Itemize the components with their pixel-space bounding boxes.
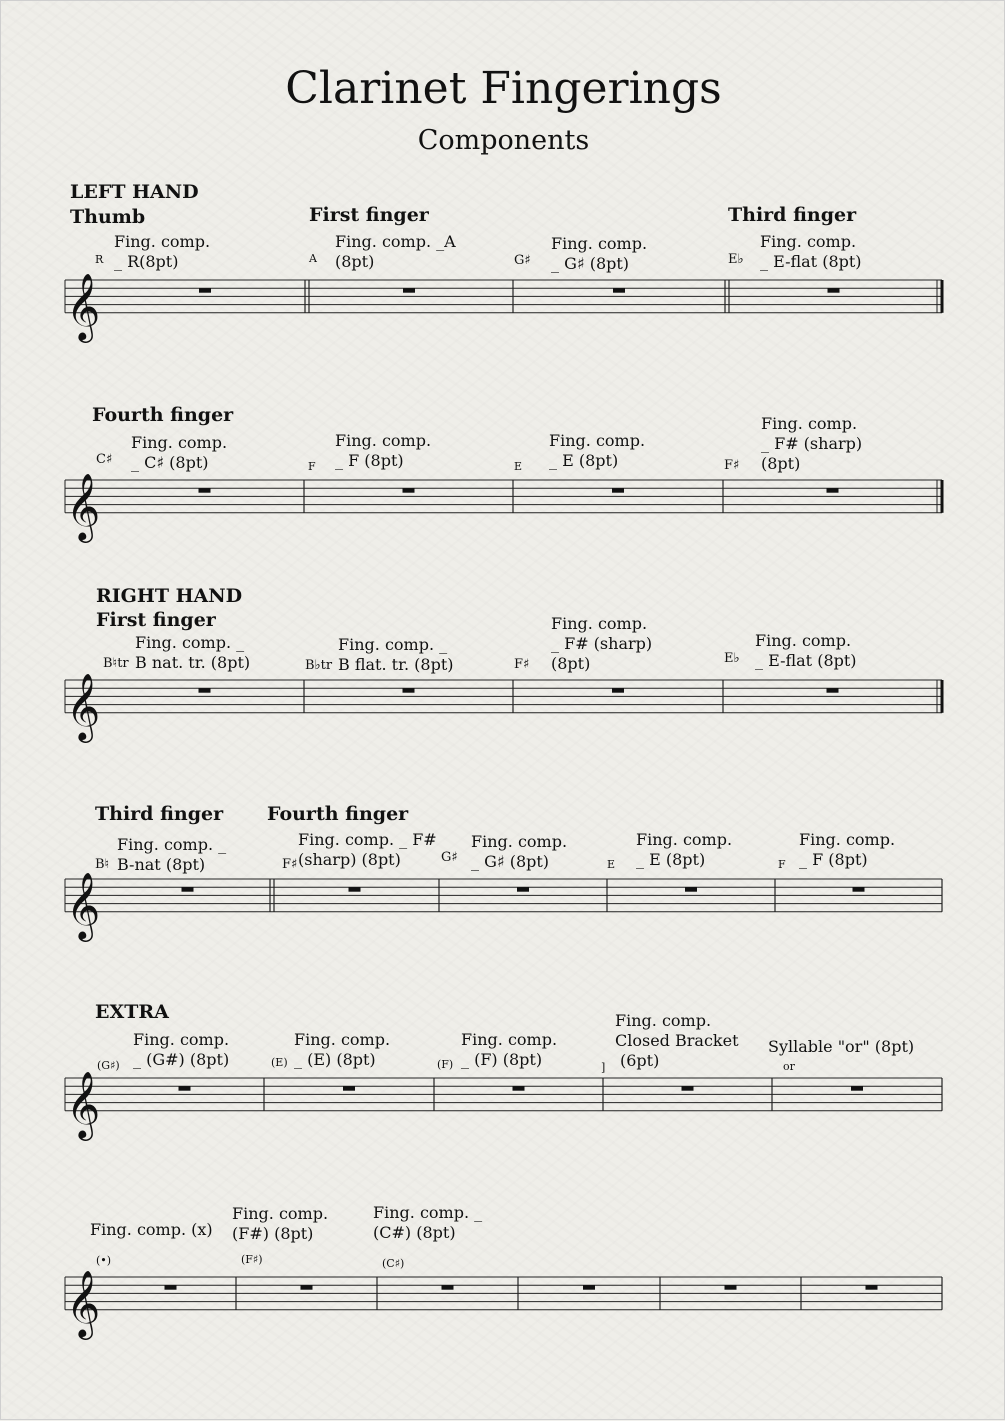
- whole-rest: [403, 288, 415, 293]
- finger-heading: Third finger: [95, 803, 224, 825]
- section-heading: EXTRA: [95, 1001, 169, 1023]
- fingering-mark: E♭: [728, 252, 744, 267]
- whole-rest: [613, 288, 625, 293]
- treble-clef: 𝄞: [66, 1069, 101, 1138]
- fingering-mark: (F♯): [241, 1253, 263, 1266]
- whole-rest: [853, 887, 865, 892]
- fingering-mark: F♯: [724, 458, 740, 473]
- whole-rest: [517, 887, 529, 892]
- measure-label: Fing. comp. _ F# (sharp) (8pt): [761, 414, 863, 473]
- measure-label: Fing. comp. _ G♯ (8pt): [471, 832, 568, 871]
- measure-label: Fing. comp. (F#) (8pt): [232, 1204, 329, 1243]
- whole-rest: [685, 887, 697, 892]
- whole-rest: [442, 1285, 454, 1290]
- fingering-mark: C♯: [96, 452, 113, 467]
- fingering-mark: F: [308, 460, 316, 473]
- fingering-mark: B♭tr: [305, 658, 333, 673]
- whole-rest: [851, 1086, 863, 1091]
- fingering-mark: (F): [437, 1058, 454, 1071]
- fingering-mark: (C♯): [382, 1257, 405, 1270]
- whole-rest: [725, 1285, 737, 1290]
- measure-label: Fing. comp. (x): [90, 1220, 213, 1239]
- fingering-mark: (G♯): [97, 1059, 120, 1072]
- section-heading: RIGHT HAND: [96, 585, 243, 607]
- whole-rest: [827, 688, 839, 693]
- treble-clef: 𝄞: [66, 1268, 101, 1337]
- finger-heading: Third finger: [728, 204, 857, 226]
- whole-rest: [403, 688, 415, 693]
- fingering-mark: or: [783, 1060, 795, 1073]
- whole-rest: [179, 1086, 191, 1091]
- finger-heading: First finger: [309, 204, 429, 226]
- measure-label: Fing. comp. _ C♯ (8pt): [131, 433, 228, 472]
- finger-heading: Thumb: [70, 206, 146, 228]
- measure-label: Fing. comp. _ F (8pt): [335, 431, 432, 470]
- whole-rest: [513, 1086, 525, 1091]
- measure-label: Fing. comp. Closed Bracket (6pt): [615, 1011, 739, 1070]
- fingering-mark: (•): [96, 1254, 112, 1267]
- whole-rest: [165, 1285, 177, 1290]
- fingering-mark: E♭: [724, 651, 740, 666]
- whole-rest: [301, 1285, 313, 1290]
- measure-label: Fing. comp. _ F# (sharp) (8pt): [551, 614, 653, 673]
- fingering-mark: G♯: [514, 253, 531, 268]
- whole-rest: [349, 887, 361, 892]
- fingering-mark: ]: [601, 1061, 606, 1074]
- measure-label: Fing. comp. _ B-nat (8pt): [117, 835, 227, 874]
- fingering-mark: G♯: [441, 850, 458, 865]
- measure-label: Fing. comp. _ B nat. tr. (8pt): [135, 633, 251, 672]
- whole-rest: [199, 288, 211, 293]
- whole-rest: [612, 688, 624, 693]
- whole-rest: [682, 1086, 694, 1091]
- whole-rest: [182, 887, 194, 892]
- fingering-mark: (E): [271, 1056, 288, 1069]
- whole-rest: [828, 288, 840, 293]
- whole-rest: [199, 488, 211, 493]
- measure-label: Fing. comp. _ E-flat (8pt): [760, 232, 862, 271]
- fingering-mark: F: [778, 858, 786, 871]
- measure-label: Fing. comp. _A (8pt): [335, 232, 456, 271]
- score-title: Clarinet Fingerings: [285, 63, 722, 114]
- finger-heading: Fourth finger: [92, 404, 234, 426]
- finger-heading: Fourth finger: [267, 803, 409, 825]
- treble-clef: 𝄞: [66, 271, 101, 340]
- treble-clef: 𝄞: [66, 471, 101, 540]
- fingering-mark: F♯: [514, 657, 530, 672]
- measure-label: Fing. comp. _ E (8pt): [636, 830, 733, 869]
- section-heading: LEFT HAND: [70, 181, 199, 203]
- measure-label: Syllable "or" (8pt): [768, 1037, 915, 1056]
- fingering-mark: E: [607, 858, 616, 871]
- whole-rest: [612, 488, 624, 493]
- fingering-mark: E: [514, 460, 523, 473]
- whole-rest: [343, 1086, 355, 1091]
- fingering-mark: B♮: [95, 857, 110, 872]
- whole-rest: [199, 688, 211, 693]
- measure-label: Fing. comp. _ G♯ (8pt): [551, 234, 648, 273]
- measure-label: Fing. comp. _ (E) (8pt): [294, 1030, 391, 1069]
- score-subtitle: Components: [417, 125, 590, 156]
- whole-rest: [866, 1285, 878, 1290]
- fingering-mark: R: [95, 253, 104, 266]
- whole-rest: [403, 488, 415, 493]
- measure-label: Fing. comp. _ B flat. tr. (8pt): [338, 635, 454, 674]
- measure-label: Fing. comp. _ F (8pt): [799, 830, 896, 869]
- measure-label: Fing. comp. _ (F) (8pt): [461, 1030, 558, 1069]
- fingering-mark: F♯: [282, 857, 298, 872]
- measure-label: Fing. comp. _ R(8pt): [114, 232, 211, 271]
- measure-label: Fing. comp. _ F# (sharp) (8pt): [298, 830, 437, 869]
- treble-clef: 𝄞: [66, 870, 101, 939]
- measure-label: Fing. comp. _ E (8pt): [549, 431, 646, 470]
- whole-rest: [827, 488, 839, 493]
- measure-label: Fing. comp. _ (C#) (8pt): [373, 1203, 483, 1242]
- finger-heading: First finger: [96, 609, 216, 631]
- measure-label: Fing. comp. _ (G#) (8pt): [133, 1030, 230, 1069]
- fingering-mark: B♮tr: [103, 656, 129, 671]
- fingering-mark: A: [309, 252, 317, 265]
- treble-clef: 𝄞: [66, 671, 101, 740]
- measure-label: Fing. comp. _ E-flat (8pt): [755, 631, 857, 670]
- whole-rest: [583, 1285, 595, 1290]
